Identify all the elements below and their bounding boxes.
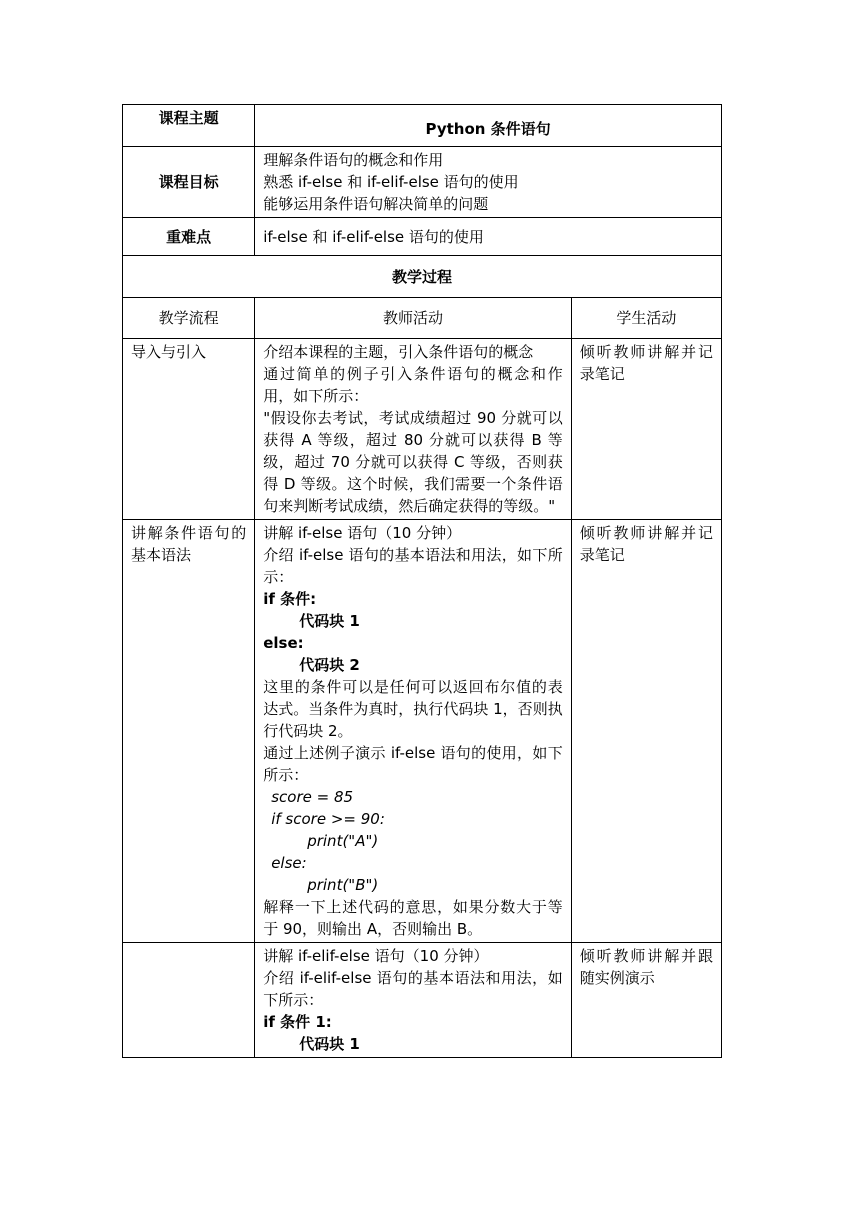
stage-cell	[123, 943, 255, 1058]
teacher-text: 讲解 if-elif-else 语句（10 分钟）	[263, 947, 489, 965]
teacher-cell	[255, 943, 572, 1058]
syntax-line: 代码块 1	[299, 1035, 360, 1053]
code-line: score = 85	[271, 788, 354, 806]
teacher-text: 通过上述例子演示 if-else 语句的使用，如下所示：	[263, 744, 563, 784]
teacher-text: 解释一下上述代码的意思，如果分数大于等于 90，则输出 A，否则输出 B。	[263, 898, 563, 938]
stage-cell: 导入与引入	[123, 339, 255, 520]
syntax-line: else:	[263, 634, 304, 652]
goal-item: 能够运用条件语句解决简单的问题	[263, 195, 489, 213]
key-label: 重难点	[123, 218, 255, 256]
topic-row	[123, 105, 722, 147]
syntax-line: 代码块 2	[299, 656, 360, 674]
code-line: print("B")	[307, 876, 379, 894]
teacher-cell	[255, 520, 572, 943]
column-header-row	[123, 298, 722, 339]
table-row	[123, 339, 722, 520]
teacher-text: 这里的条件可以是任何可以返回布尔值的表达式。当条件为真时，执行代码块 1，否则执行代码块 2。	[263, 678, 563, 740]
column-header-student: 学生活动	[571, 298, 721, 339]
stage-cell: 讲解条件语句的基本语法	[123, 520, 255, 943]
teacher-text: "假设你去考试，考试成绩超过 90 分就可以获得 A 等级，超过 80 分就可以获得 B 等级，超过 70 分就可以获得 C 等级，否则获得 D 等级。这个时候，我们需要一个条件语句来判断考试成绩，然后确定获得的等级。"	[263, 409, 563, 515]
process-title: 教学过程	[123, 256, 722, 298]
student-cell: 倾听教师讲解并跟随实例演示	[571, 943, 721, 1058]
code-line: print("A")	[307, 832, 379, 850]
student-cell: 倾听教师讲解并记录笔记	[571, 520, 721, 943]
teacher-text: 通过简单的例子引入条件语句的概念和作用，如下所示：	[263, 365, 563, 405]
column-header-teacher: 教师活动	[255, 298, 572, 339]
goal-item: 理解条件语句的概念和作用	[263, 151, 444, 169]
teacher-text: 介绍 if-else 语句的基本语法和用法，如下所示：	[263, 546, 563, 586]
teacher-text: 介绍本课程的主题，引入条件语句的概念	[263, 343, 534, 361]
code-line: if score >= 90:	[271, 810, 385, 828]
column-header-stage: 教学流程	[123, 298, 255, 339]
goal-row	[123, 147, 722, 218]
topic-value: Python 条件语句	[255, 105, 722, 147]
table-row	[123, 520, 722, 943]
teacher-text: 介绍 if-elif-else 语句的基本语法和用法，如下所示：	[263, 969, 563, 1009]
table-row	[123, 943, 722, 1058]
syntax-line: if 条件 1:	[263, 1013, 332, 1031]
process-heading-row	[123, 256, 722, 298]
teacher-text: 讲解 if-else 语句（10 分钟）	[263, 524, 462, 542]
student-cell: 倾听教师讲解并记录笔记	[571, 339, 721, 520]
teacher-cell	[255, 339, 572, 520]
syntax-line: 代码块 1	[299, 612, 360, 630]
lesson-plan-table	[122, 104, 722, 1058]
key-row	[123, 218, 722, 256]
code-line: else:	[271, 854, 307, 872]
goal-item: 熟悉 if-else 和 if-elif-else 语句的使用	[263, 173, 519, 191]
goal-label: 课程目标	[123, 147, 255, 218]
topic-label: 课程主题	[123, 105, 255, 147]
syntax-line: if 条件:	[263, 590, 317, 608]
goal-list	[255, 147, 722, 218]
key-value: if-else 和 if-elif-else 语句的使用	[255, 218, 722, 256]
